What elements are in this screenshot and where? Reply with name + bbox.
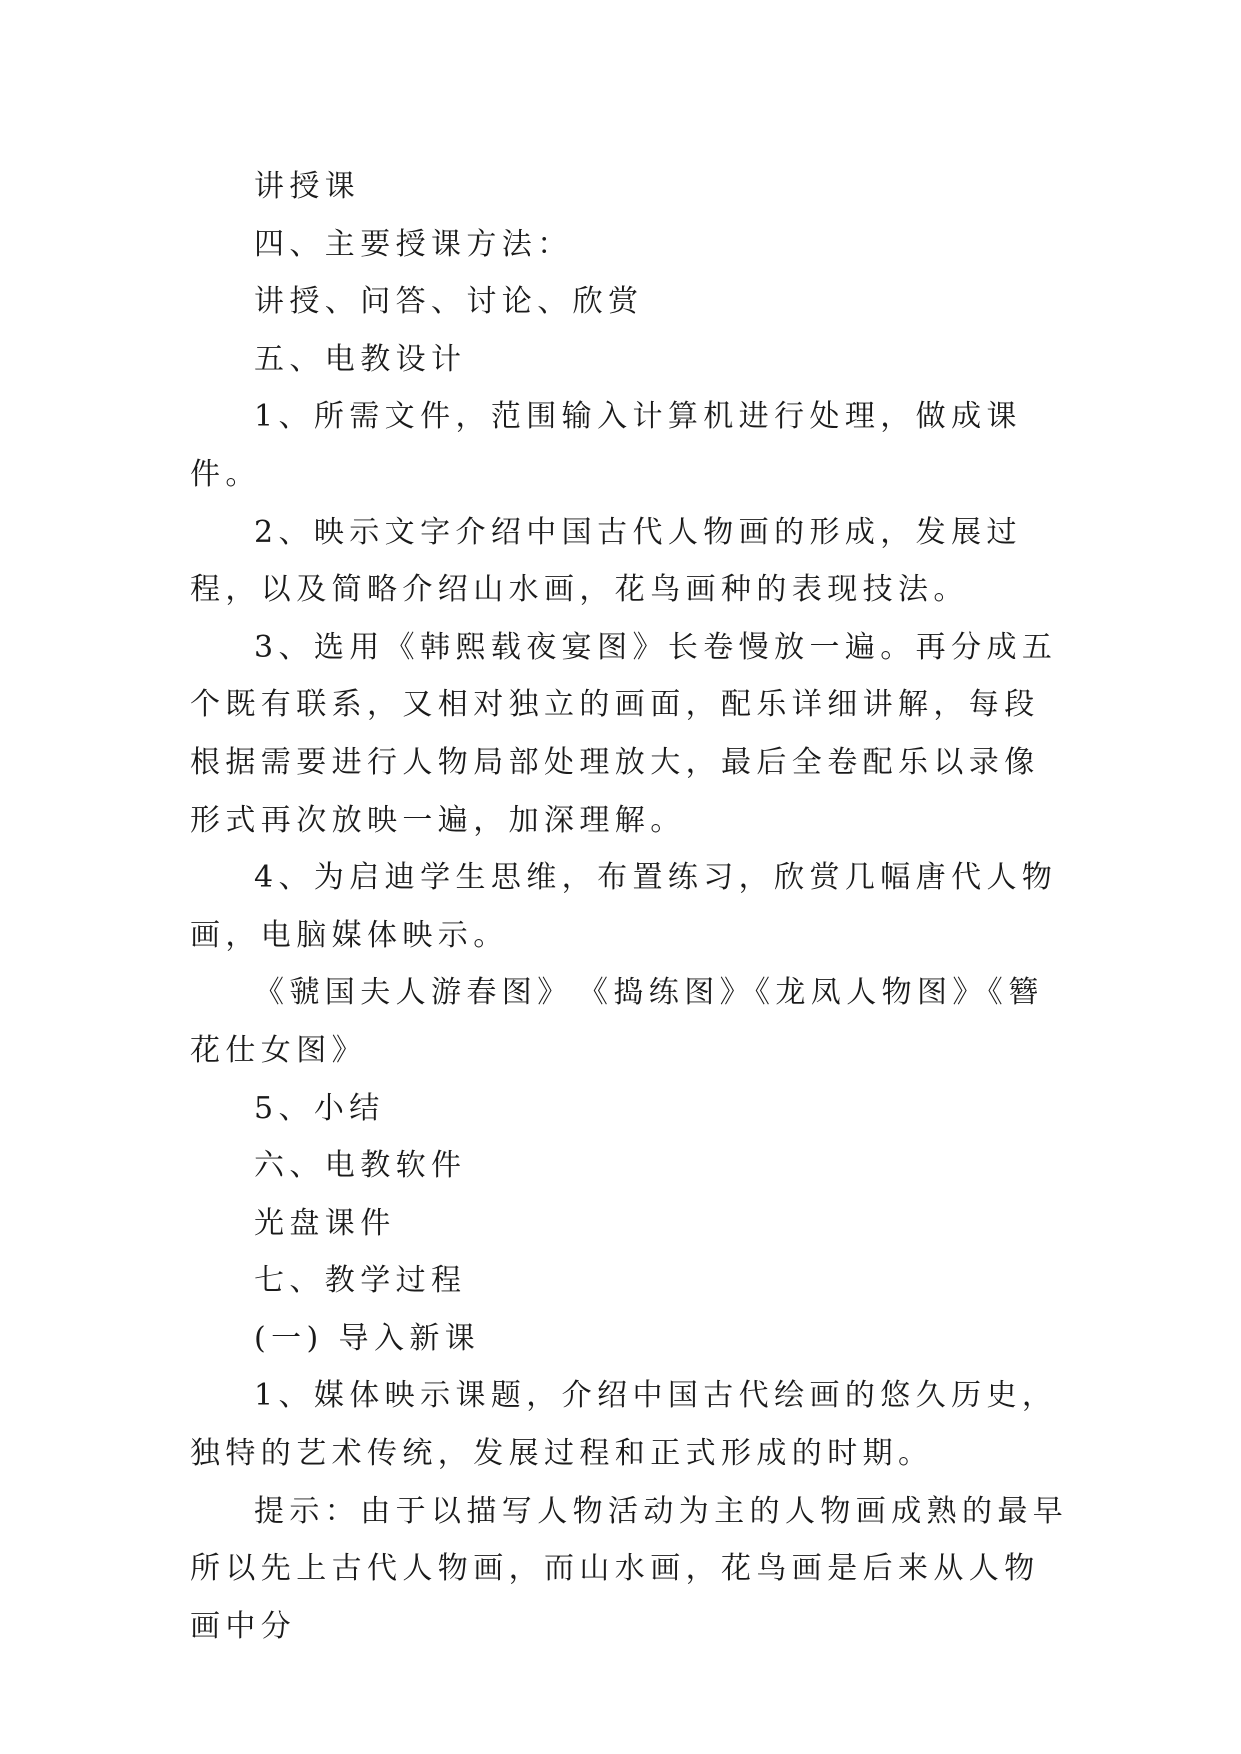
paragraph: 光盘课件	[254, 1205, 396, 1241]
section-heading: 五、电教设计	[254, 341, 467, 377]
paragraph: 提示：由于以描写人物活动为主的人物画成熟的最早所以先上古代人物画，而山水画，花鸟画是后来从人物画中分	[190, 1493, 1069, 1644]
list-item: 4、为启迪学生思维，布置练习，欣赏几幅唐代人物画，电脑媒体映示。	[190, 860, 1058, 953]
list-item: 1、所需文件，范围输入计算机进行处理，做成课件。	[190, 399, 1022, 492]
section-heading: 四、主要授课方法：	[254, 226, 573, 262]
list-item: 2、映示文字介绍中国古代人物画的形成，发展过程，以及简略介绍山水画，花鸟画种的表现技法。	[190, 514, 1022, 608]
paragraph: 讲授课	[254, 169, 361, 204]
artwork-list: 《虢国夫人游春图》 《捣练图》《龙凤人物图》《簪花仕女图》	[190, 975, 1044, 1068]
document-body	[190, 158, 1070, 1655]
paragraph: 讲授、问答、讨论、欣赏	[254, 284, 644, 320]
subsection-heading: (一) 导入新课	[254, 1320, 481, 1356]
section-heading: 六、电教软件	[254, 1148, 467, 1184]
list-item: 1、媒体映示课题，介绍中国古代绘画的悠久历史，独特的艺术传统，发展过程和正式形成的时期。	[190, 1378, 1058, 1472]
list-item: 3、选用《韩熙载夜宴图》长卷慢放一遍。再分成五个既有联系，又相对独立的画面，配乐详细讲解，每段根据需要进行人物局部处理放大，最后全卷配乐以录像形式再次放映一遍，加深理解。	[190, 629, 1058, 838]
section-heading: 七、教学过程	[254, 1263, 467, 1299]
list-item: 5、小结	[254, 1090, 385, 1126]
